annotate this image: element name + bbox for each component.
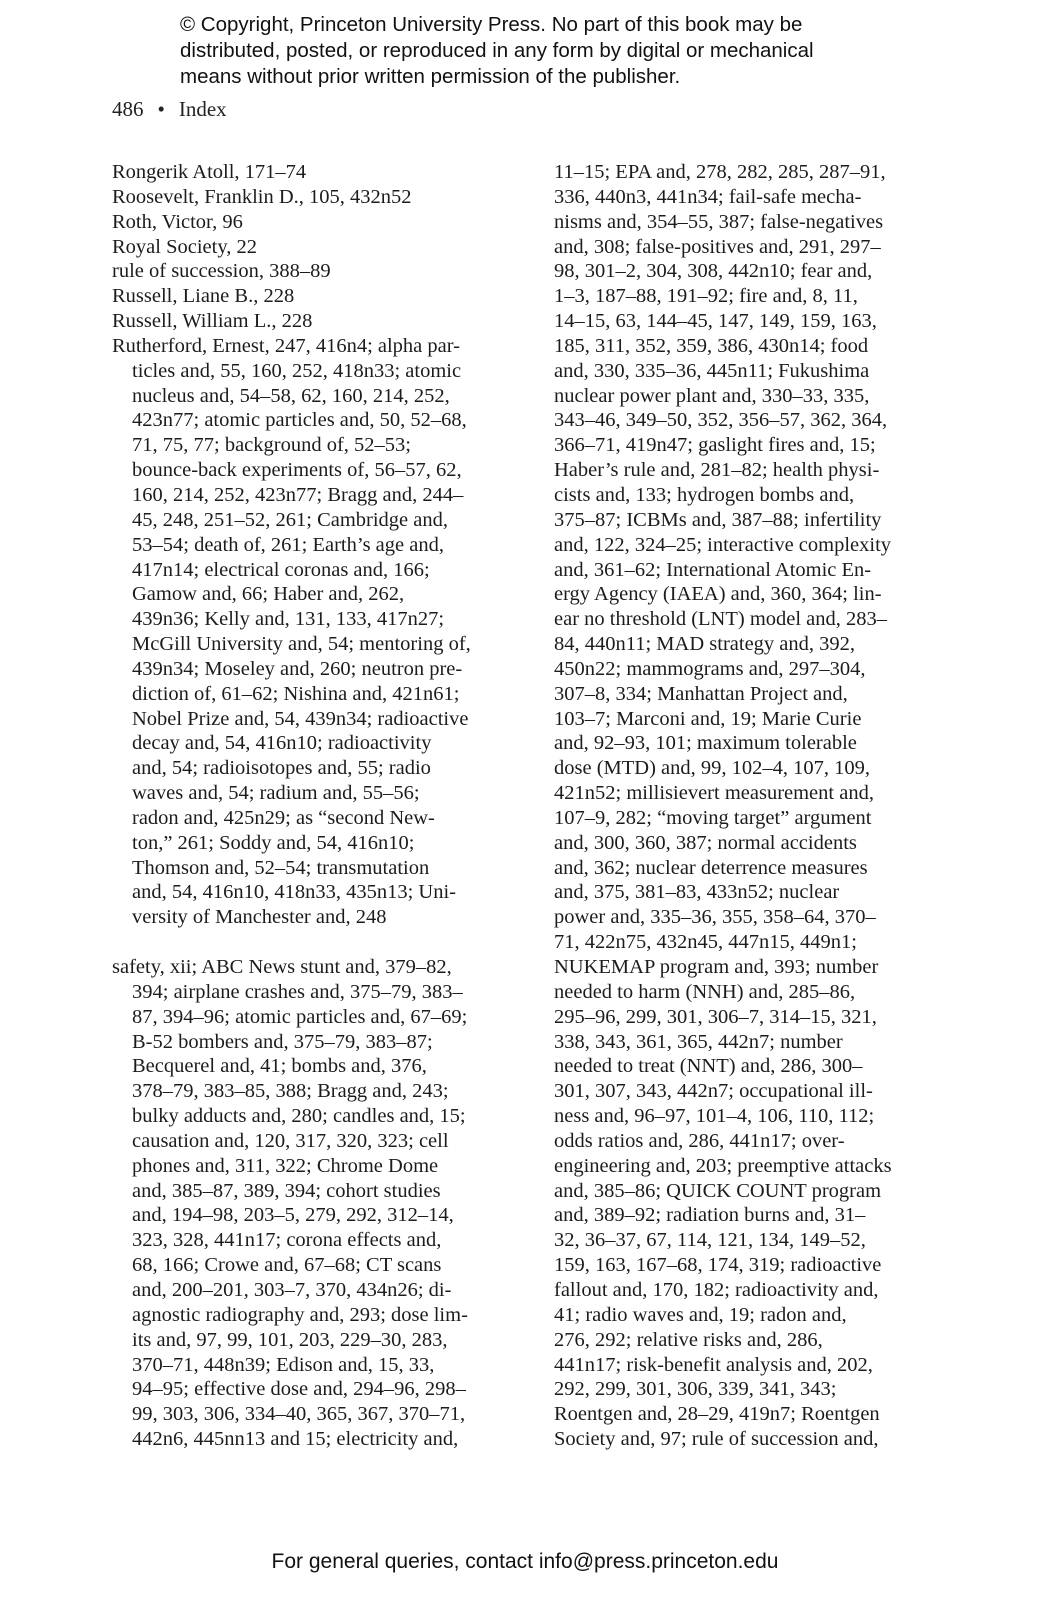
index-subentry-line: ton,” 261; Soddy and, 54, 416n10; [132,831,415,854]
index-entry-line: Roosevelt, Franklin D., 105, 432n52 [112,185,412,208]
index-subentry-line: B-52 bombers and, 375–79, 383–87; [132,1030,433,1053]
index-subentry-line: needed to treat (NNT) and, 286, 300– [554,1055,863,1078]
index-subentry-line: ergy Agency (IAEA) and, 360, 364; lin- [554,583,882,606]
index-entry-line: safety, xii; ABC News stunt and, 379–82, [112,956,452,978]
index-subentry-line: 394; airplane crashes and, 375–79, 383– [132,980,463,1003]
index-subentry-line: 11–15; EPA and, 278, 282, 285, 287–91, [554,161,886,183]
index-subentry-line: Haber’s rule and, 281–82; health physi- [554,459,880,482]
index-subentry-line: 378–79, 383–85, 388; Bragg and, 243; [132,1080,449,1103]
index-subentry-line: 99, 303, 306, 334–40, 365, 367, 370–71, [132,1403,466,1426]
index-subentry-line: and, 308; false-positives and, 291, 297– [554,235,881,258]
index-subentry-line: and, 300, 360, 387; normal accidents [554,831,857,854]
index-subentry-line: diction of, 61–62; Nishina and, 421n61; [132,682,460,705]
footer-contact: For general queries, contact info@press.princeton.edu [271,1550,779,1573]
index-subentry-line: cists and, 133; hydrogen bombs and, [554,483,855,506]
copyright-line: © Copyright, Princeton University Press. No part of this book may be [180,13,803,36]
bullet-separator: • [157,97,165,121]
index-subentry-line: and, 385–86; QUICK COUNT program [554,1179,882,1202]
index-subentry-line: nucleus and, 54–58, 62, 160, 214, 252, [132,384,450,407]
index-subentry-line: ness and, 96–97, 101–4, 106, 110, 112; [554,1105,875,1128]
index-subentry-line: and, 330, 335–36, 445n11; Fukushima [554,359,870,382]
index-subentry-line: and, 54, 416n10, 418n33, 435n13; Uni- [132,881,456,904]
index-subentry-line: and, 389–92; radiation burns and, 31– [554,1204,866,1227]
index-subentry-line: 442n6, 445nn13 and 15; electricity and, [132,1428,459,1451]
index-subentry-line: power and, 335–36, 355, 358–64, 370– [554,906,876,929]
index-subentry-line: and, 375, 381–83, 433n52; nuclear [554,881,840,904]
index-subentry-line: versity of Manchester and, 248 [132,906,387,929]
index-subentry-line: 417n14; electrical coronas and, 166; [132,558,430,581]
index-subentry-line: 375–87; ICBMs and, 387–88; infertility [554,508,882,531]
index-subentry-line: Nobel Prize and, 54, 439n34; radioactive [132,707,469,730]
index-subentry-line: Society and, 97; rule of succession and, [554,1428,879,1451]
index-column-left [112,160,512,1452]
index-subentry-line: causation and, 120, 317, 320, 323; cell [132,1129,449,1152]
index-subentry-line: agnostic radiography and, 293; dose lim- [132,1303,468,1326]
index-subentry-line: 159, 163, 167–68, 174, 319; radioactive [554,1254,882,1277]
index-subentry-line: 343–46, 349–50, 352, 356–57, 362, 364, [554,409,888,432]
index-subentry-line: 71, 75, 77; background of, 52–53; [132,434,411,457]
index-subentry-line: and, 194–98, 203–5, 279, 292, 312–14, [132,1204,454,1227]
index-subentry-line: 1–3, 187–88, 191–92; fire and, 8, 11, [554,285,858,308]
index-subentry-line: McGill University and, 54; mentoring of, [132,633,471,656]
index-subentry-line: 84, 440n11; MAD strategy and, 392, [554,633,856,656]
index-subentry-line: NUKEMAP program and, 393; number [554,956,879,978]
index-entry-line: Russell, Liane B., 228 [112,285,295,308]
index-subentry-line: and, 92–93, 101; maximum tolerable [554,732,857,755]
index-subentry-line: 292, 299, 301, 306, 339, 341, 343; [554,1378,837,1401]
section-title: Index [178,97,227,121]
index-subentry-line: 45, 248, 251–52, 261; Cambridge and, [132,508,449,531]
index-subentry-line: needed to harm (NNH) and, 285–86, [554,980,856,1003]
index-subentry-line: 94–95; effective dose and, 294–96, 298– [132,1378,466,1401]
index-subentry-line: bounce-back experiments of, 56–57, 62, [132,459,462,482]
index-subentry-line: nisms and, 354–55, 387; false-negatives [554,210,884,233]
index-subentry-line: 366–71, 419n47; gaslight fires and, 15; [554,434,876,457]
index-subentry-line: 71, 422n75, 432n45, 447n15, 449n1; [554,931,857,954]
index-subentry-line: ear no threshold (LNT) model and, 283– [554,608,888,631]
index-subentry-line: and, 122, 324–25; interactive complexity [554,533,892,556]
index-subentry-line: 307–8, 334; Manhattan Project and, [554,682,848,705]
index-subentry-line: and, 385–87, 389, 394; cohort studies [132,1179,441,1202]
index-subentry-line: and, 54; radioisotopes and, 55; radio [132,757,431,780]
index-subentry-line: 276, 292; relative risks and, 286, [554,1328,823,1351]
index-subentry-line: 421n52; millisievert measurement and, [554,782,874,805]
index-subentry-line: bulky adducts and, 280; candles and, 15; [132,1105,466,1128]
index-subentry-line: 301, 307, 343, 442n7; occupational ill- [554,1080,873,1103]
index-subentry-line: 107–9, 282; “moving target” argument [554,806,872,829]
index-subentry-line: 32, 36–37, 67, 114, 121, 134, 149–52, [554,1229,866,1252]
index-entry-line: Royal Society, 22 [112,235,258,258]
index-subentry-line: 423n77; atomic particles and, 50, 52–68, [132,409,467,432]
index-entry-line: Rutherford, Ernest, 247, 416n4; alpha par- [112,334,460,357]
index-subentry-line: phones and, 311, 322; Chrome Dome [132,1154,439,1177]
index-subentry-line: 439n34; Moseley and, 260; neutron pre- [132,657,463,680]
index-subentry-line: 103–7; Marconi and, 19; Marie Curie [554,707,862,730]
index-entry-line: Russell, William L., 228 [112,310,313,333]
copyright-line: distributed, posted, or reproduced in any form by digital or mechanical [180,39,814,62]
index-subentry-line: Becquerel and, 41; bombs and, 376, [132,1055,427,1078]
index-subentry-line: 68, 166; Crowe and, 67–68; CT scans [132,1254,442,1277]
index-subentry-line: ticles and, 55, 160, 252, 418n33; atomic [132,359,462,382]
index-subentry-line: 338, 343, 361, 365, 442n7; number [554,1030,843,1053]
index-subentry-line: 98, 301–2, 304, 308, 442n10; fear and, [554,260,873,283]
index-subentry-line: its and, 97, 99, 101, 203, 229–30, 283, [132,1328,448,1351]
index-entry-line: Roth, Victor, 96 [112,210,243,233]
index-subentry-line: and, 361–62; International Atomic En- [554,558,872,581]
index-subentry-line: radon and, 425n29; as “second New- [132,806,435,829]
index-subentry-line: Roentgen and, 28–29, 419n7; Roentgen [554,1403,880,1426]
index-subentry-line: 295–96, 299, 301, 306–7, 314–15, 321, [554,1005,877,1028]
index-subentry-line: fallout and, 170, 182; radioactivity and, [554,1278,879,1301]
index-column-right [534,160,934,1452]
copyright-notice [180,12,940,90]
index-subentry-line: 41; radio waves and, 19; radon and, [554,1303,847,1326]
index-subentry-line: 14–15, 63, 144–45, 147, 149, 159, 163, [554,310,877,333]
index-entry-line: rule of succession, 388–89 [112,260,331,283]
running-head [112,96,227,122]
index-subentry-line: 441n17; risk-benefit analysis and, 202, [554,1353,873,1376]
index-subentry-line: dose (MTD) and, 99, 102–4, 107, 109, [554,757,871,780]
index-entry-line: Rongerik Atoll, 171–74 [112,161,307,183]
index-subentry-line: nuclear power plant and, 330–33, 335, [554,384,870,407]
index-subentry-line: waves and, 54; radium and, 55–56; [132,782,420,805]
index-subentry-line: 160, 214, 252, 423n77; Bragg and, 244– [132,483,464,506]
index-subentry-line: 87, 394–96; atomic particles and, 67–69; [132,1005,468,1028]
index-subentry-line: engineering and, 203; preemptive attacks [554,1154,892,1177]
index-subentry-line: 439n36; Kelly and, 131, 133, 417n27; [132,608,445,631]
index-subentry-line: and, 362; nuclear deterrence measures [554,856,868,879]
index-subentry-line: 336, 440n3, 441n34; fail-safe mecha- [554,185,862,208]
index-subentry-line: 185, 311, 352, 359, 386, 430n14; food [554,334,869,357]
index-subentry-line: Thomson and, 52–54; transmutation [132,856,430,879]
index-subentry-line: 370–71, 448n39; Edison and, 15, 33, [132,1353,435,1376]
index-subentry-line: decay and, 54, 416n10; radioactivity [132,732,432,755]
index-subentry-line: odds ratios and, 286, 441n17; over- [554,1129,845,1152]
index-subentry-line: and, 200–201, 303–7, 370, 434n26; di- [132,1278,452,1301]
page-number: 486 [112,97,144,121]
copyright-line: means without prior written permission of the publisher. [180,65,681,88]
index-subentry-line: Gamow and, 66; Haber and, 262, [132,583,405,606]
entry-spacer [112,930,512,955]
index-subentry-line: 323, 328, 441n17; corona effects and, [132,1229,442,1252]
index-subentry-line: 450n22; mammograms and, 297–304, [554,657,866,680]
index-subentry-line: 53–54; death of, 261; Earth’s age and, [132,533,444,556]
